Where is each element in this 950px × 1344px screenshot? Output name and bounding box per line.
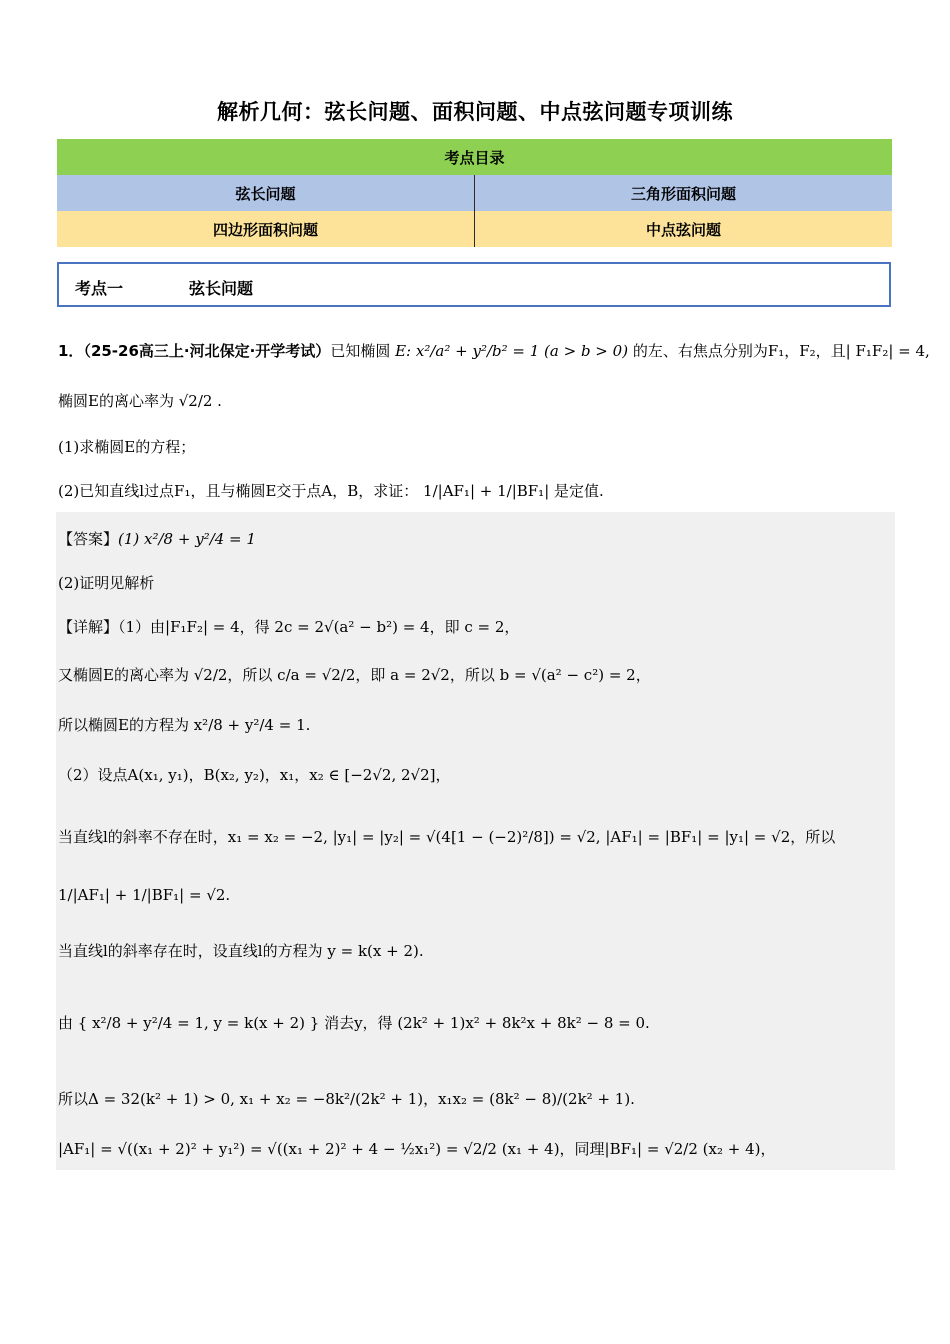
detail-line-10: |AF₁| = √((x₁ + 2)² + y₁²) = √((x₁ + 2)² + 4 − ½x₁²) = √2/2 (x₁ + 4)，同理|BF₁| = √2/2 (x₂ + 4)， [58,1140,776,1158]
problem-intro: 已知椭圆 [330,342,391,360]
toc-header: 考点目录 [57,139,892,175]
detail-line-5: 当直线l的斜率不存在时，x₁ = x₂ = −2, |y₁| = |y₂| = √(4[1 − (−2)²/8]) = √2, |AF₁| = |BF₁| = |y₁| = √2，所以 [58,828,836,846]
question-1: (1)求椭圆E的方程； [58,438,196,456]
detail-line-9: 所以Δ = 32(k² + 1) > 0, x₁ + x₂ = −8k²/(2k² + 1)，x₁x₂ = (8k² − 8)/(2k² + 1). [58,1090,635,1108]
toc-item-midpoint-chord[interactable]: 中点弦问题 [475,211,893,247]
ellipse-equation: E: x²/a² + y²/b² = 1 (a > b > 0) [395,342,629,360]
problem-foci: 的左、右焦点分别为F₁，F₂，且| F₁F₂| = 4, [632,342,930,360]
toc-table [57,139,892,247]
detail-line-8: 由 { x²/8 + y²/4 = 1, y = k(x + 2) } 消去y，得 (2k² + 1)x² + 8k²x + 8k² − 8 = 0. [58,1014,650,1032]
detail-text-1: （1）由|F₁F₂| = 4，得 2c = 2√(a² − b²) = 4，即 c = 2， [118,618,520,636]
answer-label: 【答案】 [58,530,119,548]
toc-item-chord-length[interactable]: 弦长问题 [57,175,475,211]
detail-line-2: 又椭圆E的离心率为 √2/2，所以 c/a = √2/2，即 a = 2√2，所以 b = √(a² − c²) = 2， [58,666,651,684]
detail-line-4: （2）设点A(x₁, y₁)，B(x₂, y₂)，x₁，x₂ ∈ [−2√2, 2√2]， [58,766,451,784]
detail-line-7: 当直线l的斜率存在时，设直线l的方程为 y = k(x + 2). [58,942,424,960]
problem-source: （25-26高三上·河北保定·开学考试） [83,342,331,360]
section-label: 考点一 [75,279,124,298]
problem-line-1 [58,340,930,361]
answer-2: (2)证明见解析 [58,574,155,592]
page-title: 解析几何：弦长问题、面积问题、中点弦问题专项训练 [217,100,733,124]
detail-line-6: 1/|AF₁| + 1/|BF₁| = √2. [58,886,231,904]
section-header [57,262,891,307]
problem-number: 1． [58,342,84,360]
question-2: (2)已知直线l过点F₁，且与椭圆E交于点A，B，求证： 1/|AF₁| + 1/|BF₁| 是定值. [58,482,604,500]
toc-item-quadrilateral-area[interactable]: 四边形面积问题 [57,211,475,247]
answer-line-1 [58,528,256,549]
detail-line-3: 所以椭圆E的方程为 x²/8 + y²/4 = 1. [58,716,311,734]
answer-1: (1) x²/8 + y²/4 = 1 [118,530,256,548]
toc-item-triangle-area[interactable]: 三角形面积问题 [475,175,893,211]
problem-line-2: 椭圆E的离心率为 √2/2 . [58,392,222,410]
detail-line-1 [58,616,519,637]
section-name: 弦长问题 [189,279,254,298]
detail-label: 【详解】 [58,618,119,636]
